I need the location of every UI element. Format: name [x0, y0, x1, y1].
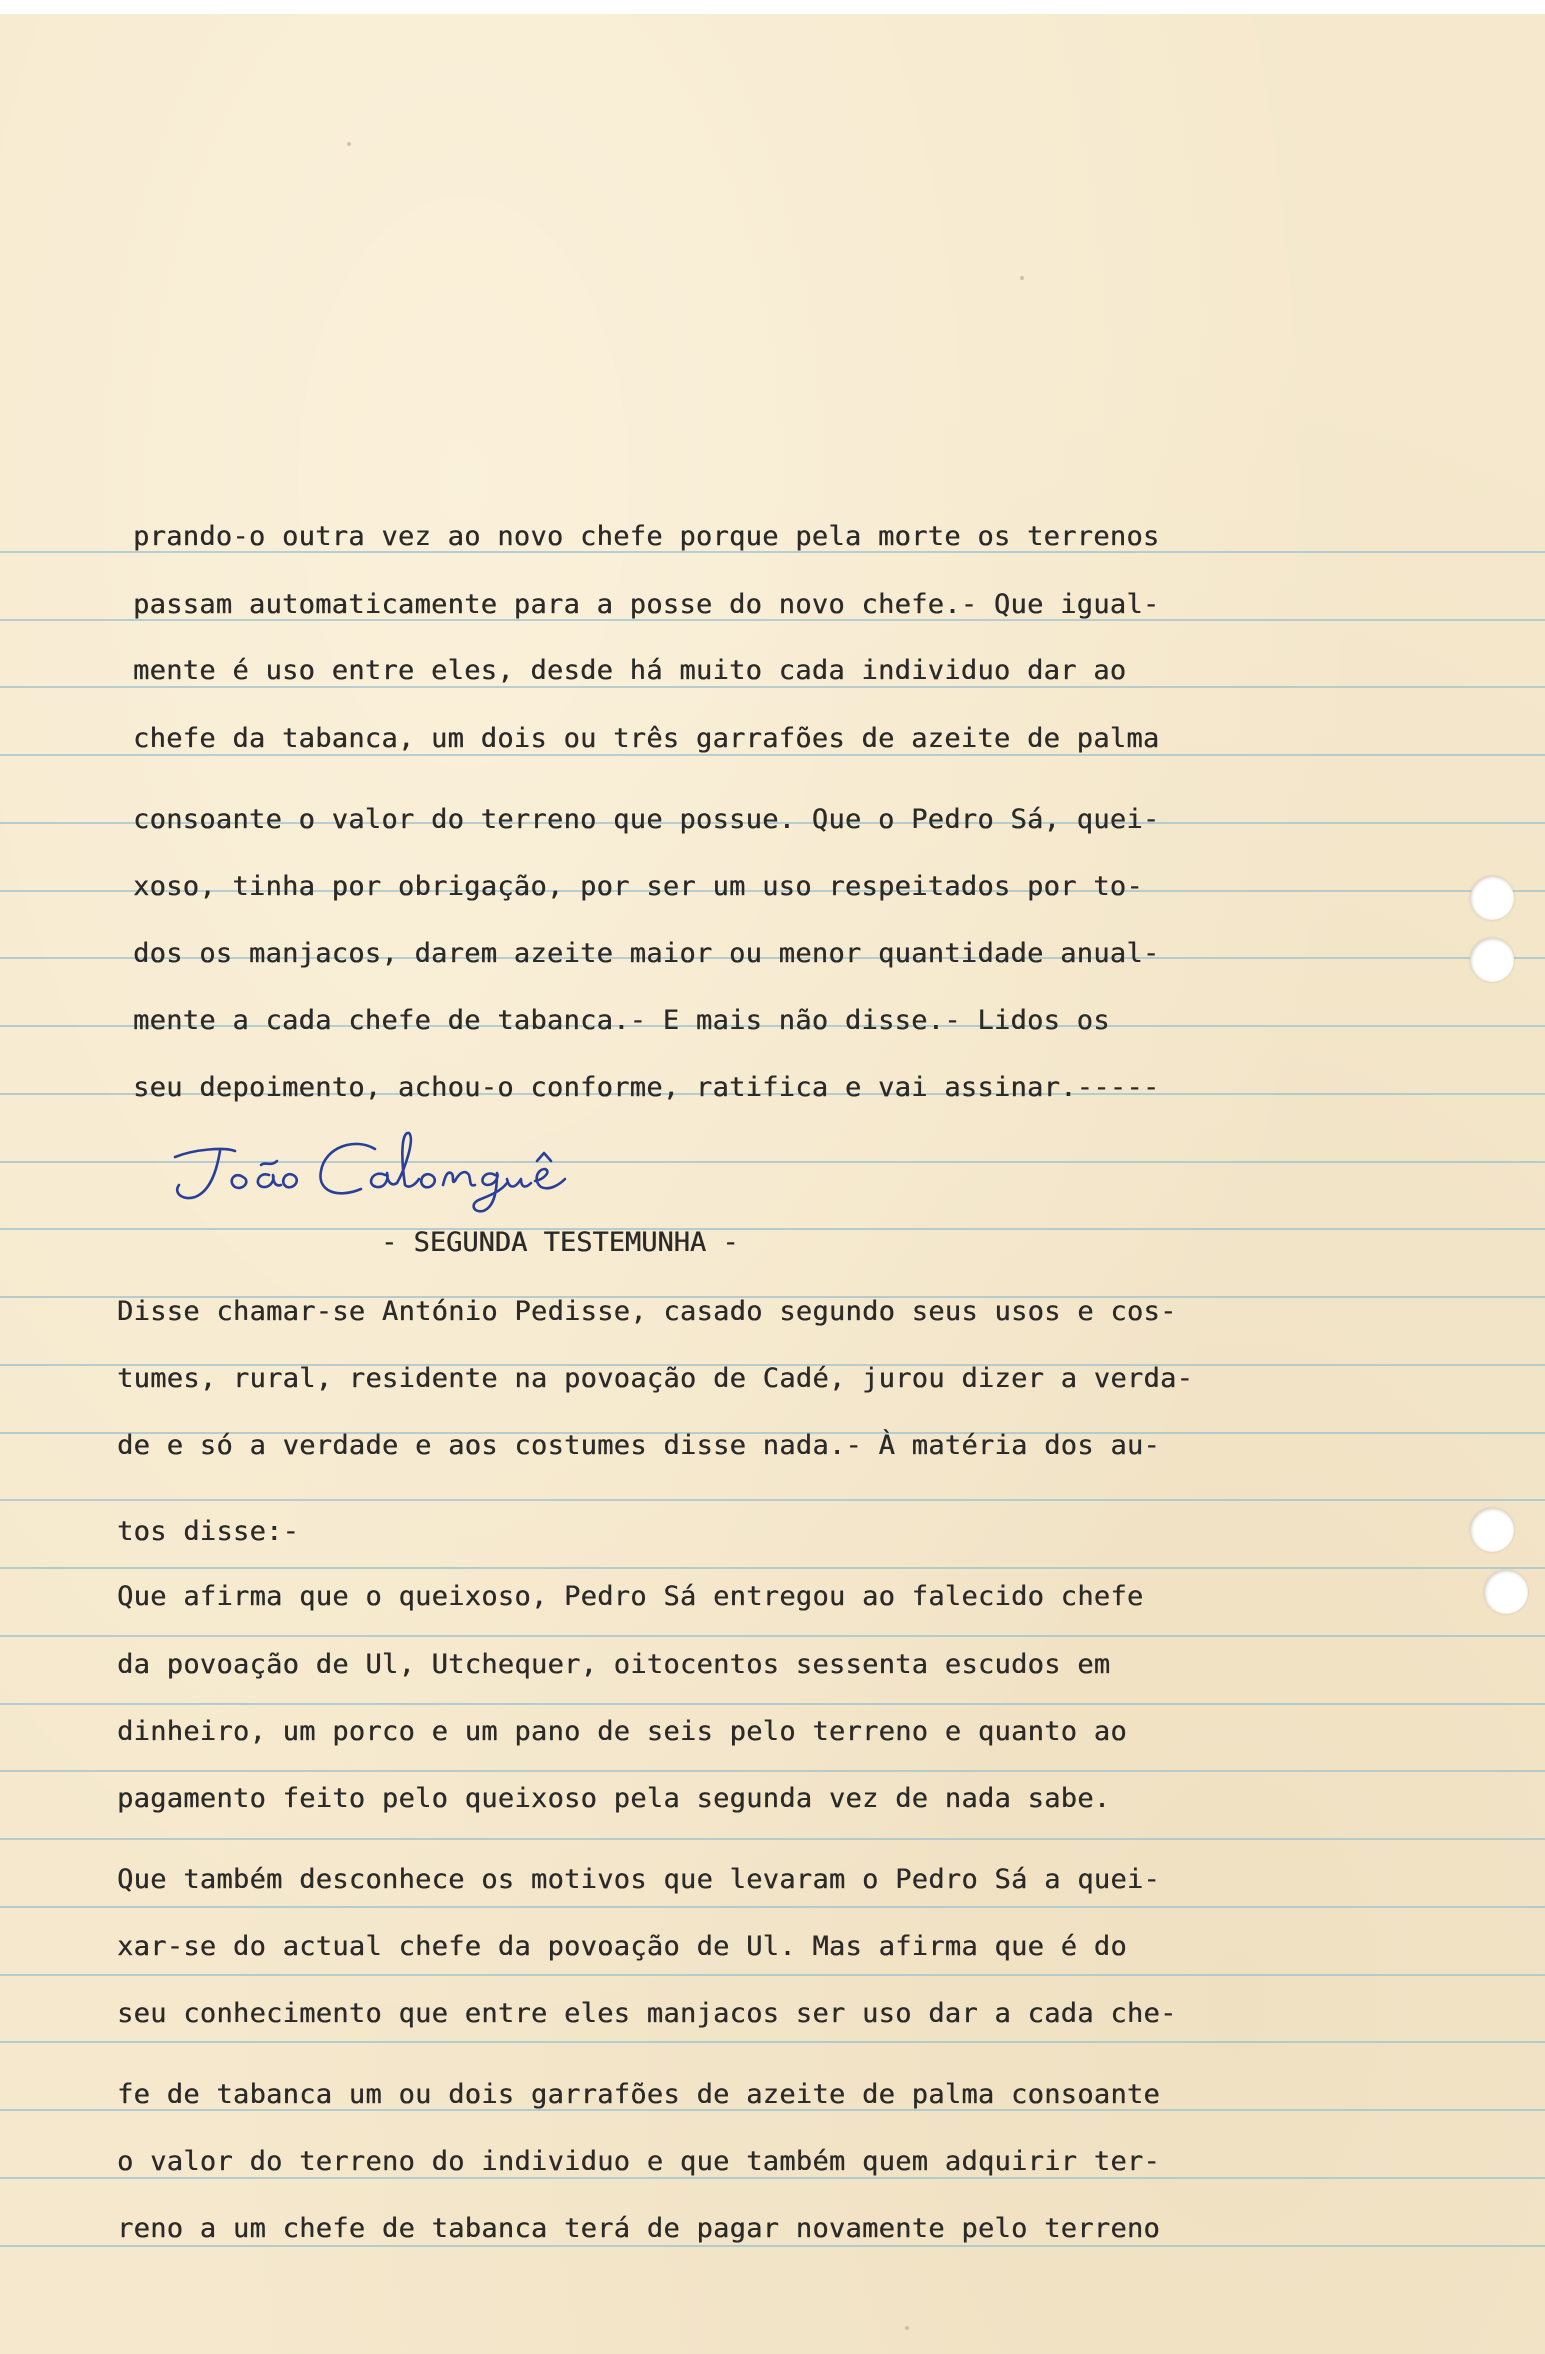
ruled-line: [0, 1567, 1545, 1569]
punch-hole: [1470, 876, 1514, 920]
ruled-line: [0, 1499, 1545, 1501]
body-text-line: dinheiro, um porco e um pano de seis pelo terreno e quanto ao: [117, 1716, 1127, 1747]
body-text-line: da povoação de Ul, Utchequer, oitocentos sessenta escudos em: [117, 1649, 1111, 1680]
body-text-line: chefe da tabanca, um dois ou três garrafões de azeite de palma: [133, 723, 1160, 754]
ruled-line: [0, 686, 1545, 688]
ruled-line: [0, 1838, 1545, 1840]
body-text-line: tos disse:-: [117, 1516, 300, 1547]
body-text-line: Que também desconhece os motivos que levaram o Pedro Sá a quei-: [117, 1864, 1160, 1895]
punch-hole: [1484, 1570, 1528, 1614]
body-text-line: Que afirma que o queixoso, Pedro Sá entregou ao falecido chefe: [117, 1581, 1144, 1612]
body-text-line: consoante o valor do terreno que possue. Que o Pedro Sá, quei-: [133, 804, 1160, 835]
ruled-line: [0, 754, 1545, 756]
section-heading: - SEGUNDA TESTEMUNHA -: [381, 1227, 739, 1258]
body-text-line: xoso, tinha por obrigação, por ser um uso respeitados por to-: [133, 871, 1143, 902]
paper-fleck: [1020, 276, 1024, 280]
handwritten-signature: [165, 1119, 645, 1219]
body-text-line: mente a cada chefe de tabanca.- E mais não disse.- Lidos os: [133, 1005, 1110, 1036]
paper-fleck: [905, 2326, 909, 2330]
body-text-line: mente é uso entre eles, desde há muito cada individuo dar ao: [133, 655, 1127, 686]
ruled-line: [0, 1228, 1545, 1230]
ruled-line: [0, 1703, 1545, 1705]
ruled-line: [0, 2245, 1545, 2247]
ruled-line: [0, 1635, 1545, 1637]
body-text-line: pagamento feito pelo queixoso pela segunda vez de nada sabe.: [117, 1783, 1111, 1814]
ruled-line: [0, 2177, 1545, 2179]
body-text-line: Disse chamar-se António Pedisse, casado segundo seus usos e cos-: [117, 1296, 1177, 1327]
paper-fleck: [347, 142, 351, 146]
body-text-line: passam automaticamente para a posse do novo chefe.- Que igual-: [133, 589, 1160, 620]
body-text-line: xar-se do actual chefe da povoação de Ul. Mas afirma que é do: [117, 1931, 1127, 1962]
ruled-line: [0, 1770, 1545, 1772]
body-text-line: seu depoimento, achou-o conforme, ratifica e vai assinar.-----: [133, 1072, 1160, 1103]
body-text-line: seu conhecimento que entre eles manjacos ser uso dar a cada che-: [117, 1998, 1177, 2029]
ruled-line: [0, 2041, 1545, 2043]
body-text-line: prando-o outra vez ao novo chefe porque pela morte os terrenos: [133, 521, 1160, 552]
body-text-line: o valor do terreno do individuo e que também quem adquirir ter-: [117, 2146, 1160, 2177]
ruled-line: [0, 1974, 1545, 1976]
body-text-line: reno a um chefe de tabanca terá de pagar novamente pelo terreno: [117, 2213, 1160, 2244]
punch-hole: [1470, 1508, 1514, 1552]
ruled-line: [0, 1906, 1545, 1908]
body-text-line: dos os manjacos, darem azeite maior ou menor quantidade anual-: [133, 938, 1160, 969]
body-text-line: de e só a verdade e aos costumes disse nada.- À matéria dos au-: [117, 1430, 1160, 1461]
body-text-line: tumes, rural, residente na povoação de Cadé, jurou dizer a verda-: [117, 1363, 1194, 1394]
body-text-line: fe de tabanca um ou dois garrafões de azeite de palma consoante: [117, 2079, 1160, 2110]
punch-hole: [1470, 938, 1514, 982]
